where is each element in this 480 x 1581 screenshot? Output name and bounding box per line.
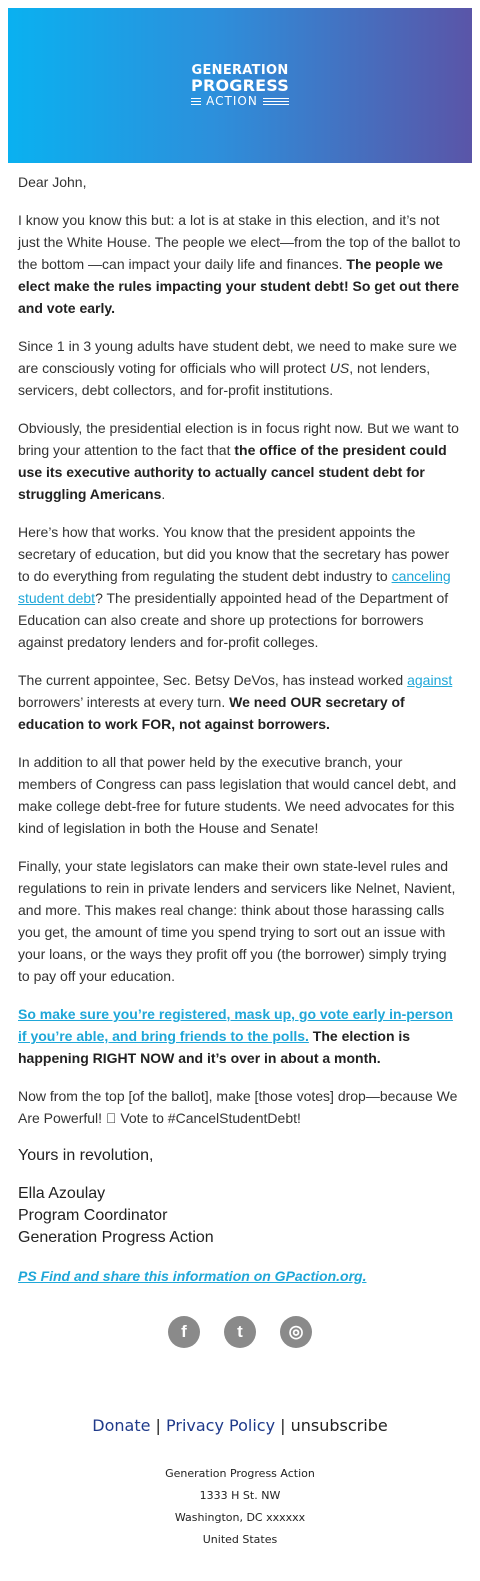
paragraph-2-emphasis: US — [329, 360, 350, 376]
greeting: Dear John, — [18, 174, 87, 190]
ps-paragraph — [18, 1265, 462, 1287]
paragraph-5-text-mid: borrowers’ interests at every turn. — [18, 694, 230, 710]
social-links — [0, 1316, 480, 1348]
logo-lines-right — [263, 98, 289, 106]
paragraph-3-text: Obviously, the presidential election is in focus right now. But we want to bring your attention to the fact that — [18, 420, 459, 458]
address-country: United States — [202, 1533, 278, 1546]
logo-lines-left — [191, 98, 201, 106]
paragraph-6: In addition to all that power held by the executive branch, your members of Congress can pass legislation that would cancel debt, and make college debt-free for future students. We need advocates for this kind of legislation in both the House and Senate! — [18, 754, 457, 836]
privacy-policy-link[interactable]: Privacy Policy — [166, 1416, 276, 1435]
footer-address — [0, 1463, 480, 1551]
paragraph-5 — [18, 669, 462, 735]
paragraph-4 — [18, 521, 462, 653]
paragraph-5-text: The current appointee, Sec. Betsy DeVos, has instead worked — [18, 672, 408, 688]
closing: Yours in revolution, — [18, 1147, 154, 1164]
footer-separator: | — [275, 1416, 291, 1435]
signature-block — [18, 1183, 462, 1249]
unsubscribe-link[interactable]: unsubscribe — [290, 1416, 388, 1435]
paragraph-4-text-end: ? The presidentially appointed head of the Department of Education can also create and shore up protections for borrowers against predatory lenders and for-profit colleges. — [18, 590, 449, 650]
paragraph-4-text: Here’s how that works. You know that the president appoints the secretary of education, but did you know that the secretary has power to do everything from regulating the student debt industry to — [18, 524, 450, 584]
header-banner — [8, 8, 472, 163]
against-link[interactable]: against — [407, 672, 453, 688]
paragraph-8-bold: The election is happening RIGHT NOW and it’s over in about a month. — [18, 1028, 411, 1066]
logo-line-1: GENERATION — [191, 63, 289, 78]
ps-gpaction-link[interactable]: PS Find and share this information on GPaction.org. — [18, 1268, 367, 1284]
paragraph-2-text: Since 1 in 3 young adults have student debt, we need to make sure we are consciously voting for officials who will protect — [18, 338, 457, 376]
signature-title: Program Coordinator — [18, 1207, 168, 1224]
donate-link[interactable]: Donate — [92, 1416, 151, 1435]
vote-early-link[interactable]: So make sure you’re registered, mask up, go vote early in-person if you’re able, and bring friends to the polls. — [18, 1006, 453, 1044]
paragraph-1 — [18, 209, 462, 319]
paragraph-7: Finally, your state legislators can make their own state-level rules and regulations to rein in private lenders and servicers like Nelnet, Navient, and more. This makes real change: think about those harassing calls you get, the amount of time you spend trying to sort out an issue with your loans, or the ways they profit off you (the borrower) simply trying to pay off your education. — [18, 858, 456, 984]
paragraph-2-text-end: , not lenders, servicers, debt collectors, and for-profit institutions. — [18, 360, 431, 398]
address-city: Washington, DC xxxxxx — [174, 1511, 306, 1524]
address-org: Generation Progress Action — [165, 1467, 315, 1480]
paragraph-9: Now from the top [of the ballot], make [those votes] drop—because We Are Powerful!   Vote to #CancelStudentDebt! — [18, 1088, 458, 1126]
paragraph-1-text: I know you know this but: a lot is at stake in this election, and it’s not just the White House. The people we elect—from the top of the ballot to the bottom —can impact your daily life and finances. — [18, 212, 461, 272]
signature-org: Generation Progress Action — [18, 1229, 214, 1246]
generation-progress-action-logo[interactable] — [191, 64, 289, 107]
email-body — [18, 171, 462, 1303]
address-street: 1333 H St. NW — [199, 1489, 281, 1502]
paragraph-3-text-end: . — [161, 486, 166, 502]
paragraph-3-bold: the office of the president could use its executive authority to actually cancel student debt for struggling Americans — [18, 442, 447, 502]
signature-name: Ella Azoulay — [18, 1185, 106, 1202]
paragraph-2 — [18, 335, 462, 401]
paragraph-1-bold: The people we elect make the rules impacting your student debt! So get out there and vote early. — [18, 256, 460, 316]
twitter-icon[interactable]: t — [224, 1316, 256, 1348]
logo-line-3 — [191, 95, 289, 107]
footer-separator: | — [150, 1416, 167, 1435]
facebook-icon[interactable]: f — [168, 1316, 200, 1348]
paragraph-5-bold: We need OUR secretary of education to work FOR, not against borrowers. — [18, 694, 405, 732]
logo-line-2: PROGRESS — [191, 76, 289, 95]
paragraph-3 — [18, 417, 462, 505]
canceling-student-debt-link[interactable]: canceling student debt — [18, 568, 451, 606]
footer-links — [0, 1416, 480, 1435]
logo-line-3-text: ACTION — [206, 94, 258, 108]
instagram-icon[interactable]: ◎ — [280, 1316, 312, 1348]
paragraph-8 — [18, 1003, 462, 1069]
